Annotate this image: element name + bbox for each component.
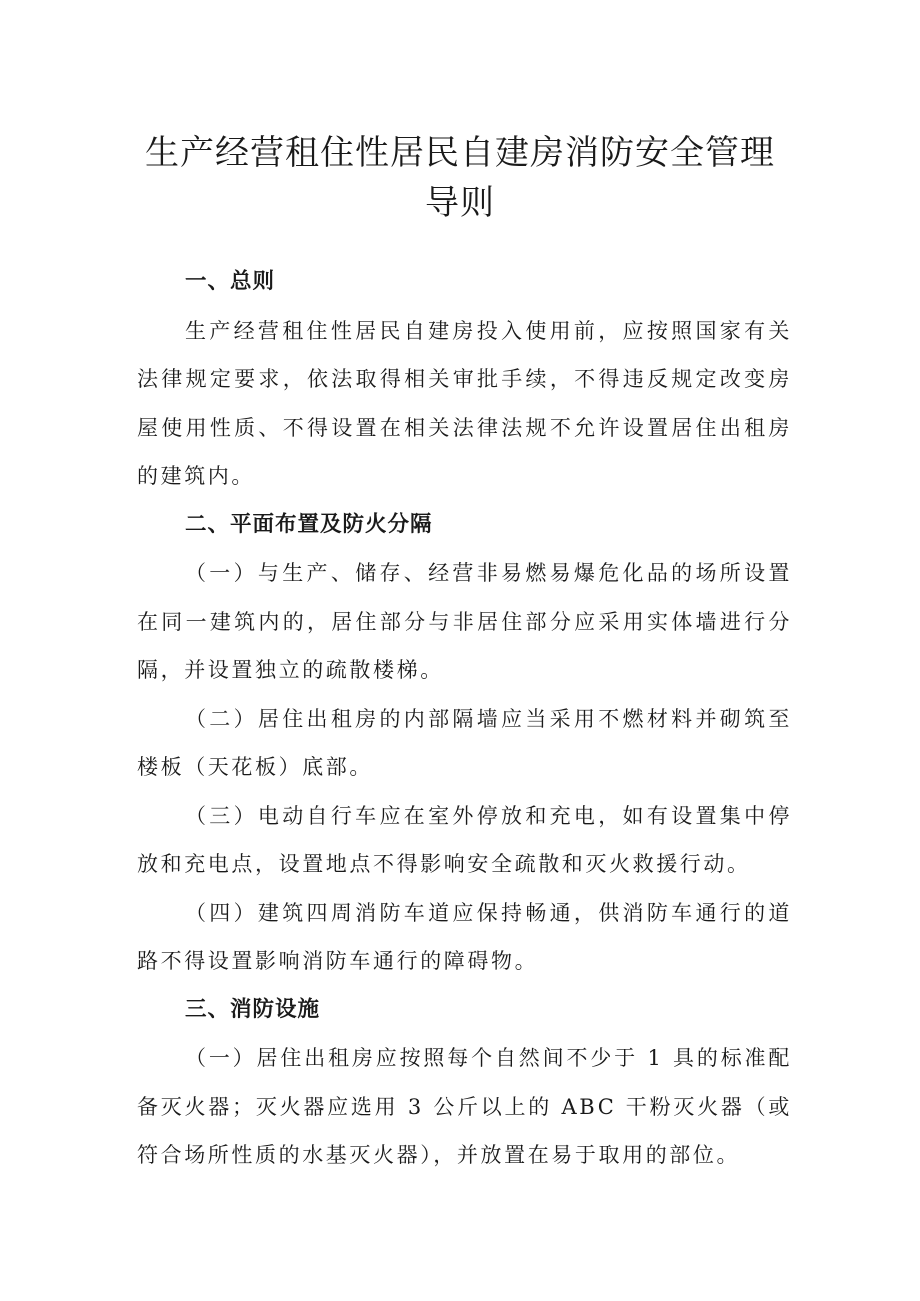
paragraph: （三）电动自行车应在室外停放和充电，如有设置集中停放和充电点，设置地点不得影响安全疏散和灭火救援行动。 (137, 803, 792, 876)
section-fire-facilities (137, 986, 792, 1180)
title-line-2: 导则 (425, 183, 495, 223)
paragraph: （一）居住出租房应按照每个自然间不少于 1 具的标准配备灭火器；灭火器应选用 3 公斤以上的 ABC 干粉灭火器（或符合场所性质的水基灭火器），并放置在易于取用的部位。 (137, 1046, 792, 1167)
paragraph: （一）与生产、储存、经营非易燃易爆危化品的场所设置在同一建筑内的，居住部分与非居住部分应采用实体墙进行分隔，并设置独立的疏散楼梯。 (137, 561, 792, 682)
section-general (137, 258, 792, 501)
document-title (110, 128, 810, 228)
document-body (137, 258, 792, 1180)
paragraph: （二）居住出租房的内部隔墙应当采用不燃材料并砌筑至楼板（天花板）底部。 (137, 706, 792, 779)
section-heading: 三、消防设施 (185, 996, 321, 1022)
paragraph: 生产经营租住性居民自建房投入使用前，应按照国家有关法律规定要求，依法取得相关审批手续，不得违反规定改变房屋使用性质、不得设置在相关法律法规不允许设置居住出租房的建筑内。 (137, 318, 792, 488)
section-layout-fire-separation (137, 501, 792, 986)
paragraph: （四）建筑四周消防车道应保持畅通，供消防车通行的道路不得设置影响消防车通行的障碍物。 (137, 900, 792, 973)
section-heading: 二、平面布置及防火分隔 (185, 511, 433, 537)
section-heading: 一、总则 (185, 269, 276, 294)
title-line-1: 生产经营租住性居民自建房消防安全管理 (145, 133, 775, 173)
